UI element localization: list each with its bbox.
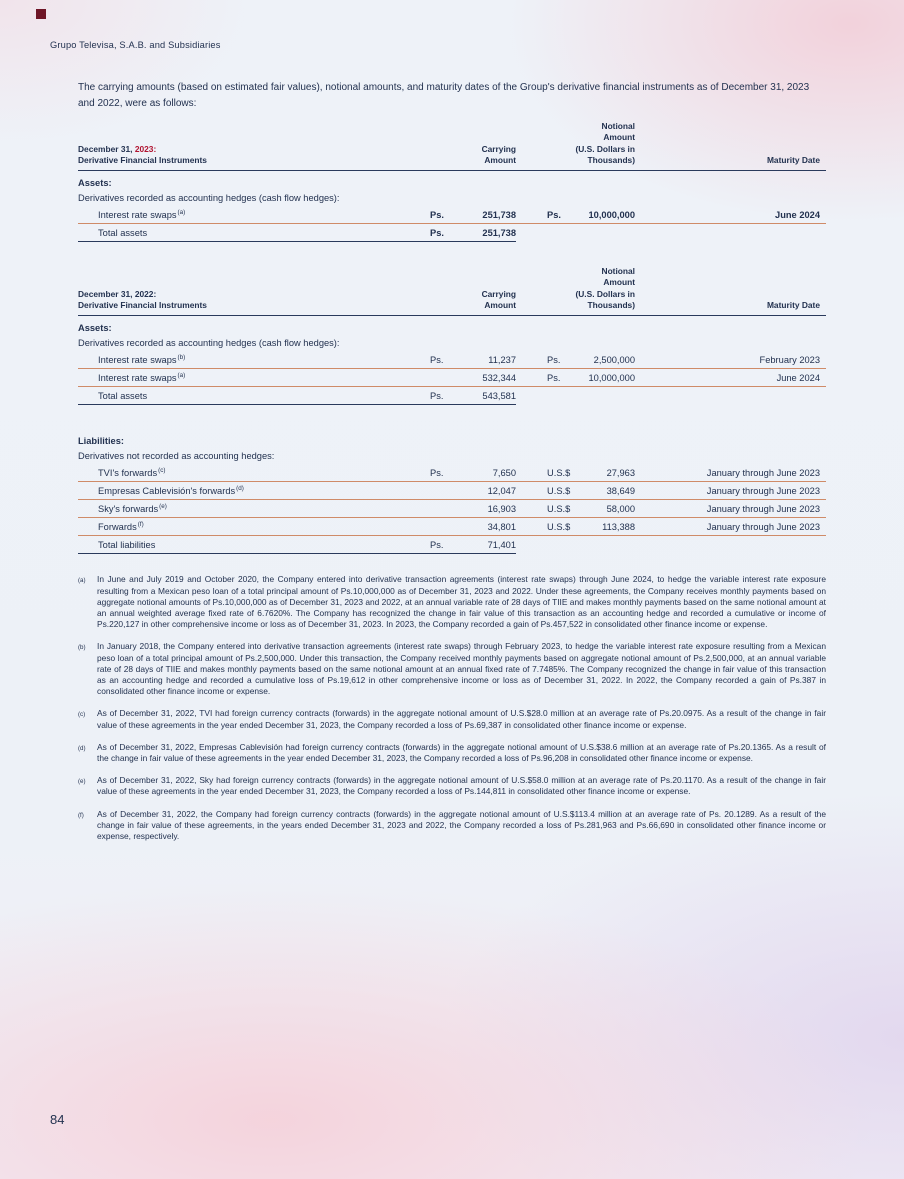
section-desc: Derivatives recorded as accounting hedges (cash flow hedges): bbox=[78, 193, 340, 204]
footnote-text: As of December 31, 2022, TVI had foreign currency contracts (forwards) in the aggregate notional amount of U.S.$28.0 million at an average rate of Ps.20.0975. As a result of the change in fair value of these agreements in the year ended December 31, 2023, the Company recorded a loss of Ps.69,387 in consolidated other finance income or expense. bbox=[97, 708, 826, 730]
carrying-currency bbox=[430, 500, 468, 518]
maturity-date-header: Maturity Date bbox=[635, 266, 826, 316]
notional-amount: 10,000,000 bbox=[575, 206, 635, 224]
spacer-cell bbox=[516, 387, 547, 405]
table-row bbox=[78, 464, 826, 482]
row-label: Sky's forwards$^{(e)}$ bbox=[78, 500, 430, 518]
carrying-amount: 7,650 bbox=[468, 464, 516, 482]
spacer-cell bbox=[516, 536, 547, 554]
footnote-a bbox=[78, 574, 826, 630]
carrying-currency bbox=[430, 369, 468, 387]
maturity-date: June 2024 bbox=[635, 369, 826, 387]
liabilities-desc-2022 bbox=[78, 449, 826, 464]
section-desc: Derivatives not recorded as accounting hedges: bbox=[78, 451, 275, 462]
page-number: 84 bbox=[50, 1112, 65, 1127]
total-label: Total assets bbox=[78, 224, 430, 242]
carrying-amount: 34,801 bbox=[468, 518, 516, 536]
carrying-amount: 532,344 bbox=[468, 369, 516, 387]
section-liabilities-2022 bbox=[78, 429, 826, 449]
table-header-row bbox=[78, 121, 826, 171]
carrying-currency: Ps. bbox=[430, 464, 468, 482]
table-date-prefix: December 31, bbox=[78, 143, 135, 154]
corner-mark bbox=[36, 9, 46, 19]
footnote-b bbox=[78, 641, 826, 697]
carrying-amount: 12,047 bbox=[468, 482, 516, 500]
row-label: TVI's forwards$^{(c)}$ bbox=[78, 464, 430, 482]
carrying-currency: Ps. bbox=[430, 206, 468, 224]
notional-amount: 38,649 bbox=[575, 482, 635, 500]
notional-currency: Ps. bbox=[547, 369, 575, 387]
section-assets-2022 bbox=[78, 316, 826, 337]
table-date-prefix: December 31, bbox=[78, 288, 135, 299]
row-label: Forwards$^{(f)}$ bbox=[78, 518, 430, 536]
total-currency: Ps. bbox=[430, 387, 468, 405]
spacer-cell bbox=[516, 482, 547, 500]
total-currency: Ps. bbox=[430, 536, 468, 554]
total-assets-row-2022 bbox=[78, 387, 826, 405]
footnote-ref: (a) bbox=[177, 372, 186, 380]
table-row bbox=[78, 351, 826, 369]
footnote-c bbox=[78, 708, 826, 730]
footnote-text: In June and July 2019 and October 2020, the Company entered into derivative transaction agreements (interest rate swaps) through June 2024, to hedge the variable interest rate exposure resulting from a Mexican peso loan of a total principal amount of Ps.10,000,000 as of December 31, 2023 and 2022. Under these agreements, the Company receives monthly payments based on aggregate notional amounts of Ps.10,000,000 as of December 31, 2023 and 2022, at an annual variable rate of 28 days of TIIE and makes monthly payments based on the same notional amount at an annual weighted average fixed rate of 6.7620%. The Company has recognized the change in fair value of this transaction as an accounting hedge and recorded a cumulative or income of Ps.220,127 in other comprehensive income or loss as of December 31, 2023. In 2023, the Company recorded a gain of Ps.457,522 in consolidated other finance income or expense. bbox=[97, 574, 826, 630]
notional-currency: U.S.$ bbox=[547, 518, 575, 536]
total-amount: 251,738 bbox=[468, 224, 516, 242]
notional-amount: 27,963 bbox=[575, 464, 635, 482]
carrying-amount: 251,738 bbox=[468, 206, 516, 224]
carrying-currency: Ps. bbox=[430, 351, 468, 369]
notional-amount: 10,000,000 bbox=[575, 369, 635, 387]
table-row bbox=[78, 482, 826, 500]
footnote-marker: (b) bbox=[78, 644, 86, 652]
table-subtitle: Derivative Financial Instruments bbox=[78, 154, 207, 165]
footnote-ref: (c) bbox=[158, 467, 166, 475]
maturity-date: January through June 2023 bbox=[635, 518, 826, 536]
notional-currency: Ps. bbox=[547, 206, 575, 224]
table-subtitle: Derivative Financial Instruments bbox=[78, 300, 207, 311]
notional-amount: 113,388 bbox=[575, 518, 635, 536]
carrying-amount: 11,237 bbox=[468, 351, 516, 369]
notional-amount-header: Notional Amount (U.S. Dollars in Thousands) bbox=[516, 121, 635, 171]
footnote-text: In January 2018, the Company entered into derivative transaction agreements (interest rate swaps) through February 2023, to hedge the variable interest rate exposure resulting from a Mexican peso loan of a total principal amount of Ps.2,500,000. Under this transaction, the Company received monthly payments based on aggregate notional amount of Ps.2,500,000, at an annual variable rate of 28 days of TIIE and makes monthly payments based on the same notional amount at an annual fixed rate of 7.7485%. The Company recognized the change in fair value of this transaction as an accounting hedge and recorded a cumulative loss of Ps.19,612 in other comprehensive income or loss as of December 31, 2022. In 2022, the Company recorded a gain of Ps.387 in consolidated other finance income or expense. bbox=[97, 641, 826, 697]
footnote-marker: (a) bbox=[78, 577, 86, 585]
maturity-date-header: Maturity Date bbox=[635, 121, 826, 171]
section-label: Liabilities: bbox=[78, 436, 124, 447]
footnote-f bbox=[78, 809, 826, 843]
total-assets-row-2023 bbox=[78, 224, 826, 242]
table-2022-title bbox=[78, 266, 430, 316]
table-year-2022: 2022: bbox=[134, 288, 157, 299]
row-label: Interest rate swaps$^{(a)}$ bbox=[78, 369, 430, 387]
footnote-marker: (c) bbox=[78, 711, 86, 719]
spacer-cell bbox=[516, 351, 547, 369]
maturity-date: January through June 2023 bbox=[635, 464, 826, 482]
total-amount: 543,581 bbox=[468, 387, 516, 405]
footnote-ref: (a) bbox=[177, 209, 186, 217]
spacer-cell bbox=[516, 224, 547, 242]
total-liabilities-row-2022 bbox=[78, 536, 826, 554]
derivatives-table-2023 bbox=[78, 121, 826, 242]
spacer-cell bbox=[516, 369, 547, 387]
carrying-currency bbox=[430, 518, 468, 536]
footnote-ref: (e) bbox=[159, 503, 167, 511]
notional-amount: 2,500,000 bbox=[575, 351, 635, 369]
section-gap bbox=[78, 405, 826, 430]
section-label: Assets: bbox=[78, 323, 112, 334]
footnote-text: As of December 31, 2022, Empresas Cablevisión had foreign currency contracts (forwards) in the aggregate notional amount of U.S.$38.6 million at an average rate of Ps.20.1365. As a result of the change in fair value of these agreements in the year ended December 31, 2023, the Company recorded a loss of Ps.96,208 in consolidated other finance income or expense. bbox=[97, 741, 826, 764]
table-row bbox=[78, 518, 826, 536]
notional-amount-header: Notional Amount (U.S. Dollars in Thousands) bbox=[516, 266, 635, 316]
row-label: Empresas Cablevisión's forwards$^{(d)}$ bbox=[78, 482, 430, 500]
carrying-amount: 16,903 bbox=[468, 500, 516, 518]
table-2023-title bbox=[78, 121, 430, 171]
spacer-cell bbox=[516, 206, 547, 224]
total-currency: Ps. bbox=[430, 224, 468, 242]
footnote-marker: (e) bbox=[78, 778, 86, 786]
notional-currency: U.S.$ bbox=[547, 464, 575, 482]
notional-currency: Ps. bbox=[547, 351, 575, 369]
carrying-amount-header: Carrying Amount bbox=[430, 121, 516, 171]
section-label: Assets: bbox=[78, 178, 112, 189]
spacer-cell bbox=[516, 518, 547, 536]
table-row bbox=[78, 500, 826, 518]
company-header: Grupo Televisa, S.A.B. and Subsidiaries bbox=[50, 40, 221, 50]
assets-desc-2022 bbox=[78, 336, 826, 351]
footnotes-section bbox=[78, 574, 826, 842]
spacer-cell bbox=[516, 500, 547, 518]
table-row bbox=[78, 206, 826, 224]
table-header-row bbox=[78, 266, 826, 316]
spacer-cell bbox=[516, 464, 547, 482]
footnote-text: As of December 31, 2022, Sky had foreign currency contracts (forwards) in the aggregate notional amount of U.S.$58.0 million at an average rate of Ps.20.1170. As a result of the change in fair value of these agreements in the year ended December 31, 2023, the Company recorded a loss of Ps.144,811 in consolidated other finance income or expense. bbox=[97, 775, 826, 797]
total-label: Total liabilities bbox=[78, 536, 430, 554]
footnote-marker: (f) bbox=[78, 811, 84, 819]
row-label: Interest rate swaps$^{(a)}$ bbox=[78, 206, 430, 224]
footnote-ref: (d) bbox=[236, 485, 244, 493]
footnote-marker: (d) bbox=[78, 744, 86, 752]
intro-paragraph: The carrying amounts (based on estimated fair values), notional amounts, and maturity dates of the Group's derivative financial instruments as of December 31, 2023 and 2022, were as follows: bbox=[78, 82, 810, 109]
table-row bbox=[78, 369, 826, 387]
section-assets-2023 bbox=[78, 171, 826, 192]
footnote-ref: (f) bbox=[137, 521, 144, 529]
footnote-e bbox=[78, 775, 826, 797]
carrying-amount-header: Carrying Amount bbox=[430, 266, 516, 316]
table-year-2023: 2023: bbox=[134, 143, 157, 154]
assets-desc-2023 bbox=[78, 191, 826, 206]
footnote-d bbox=[78, 742, 826, 764]
total-label: Total assets bbox=[78, 387, 430, 405]
total-amount: 71,401 bbox=[468, 536, 516, 554]
notional-currency: U.S.$ bbox=[547, 500, 575, 518]
footnote-ref: (b) bbox=[177, 354, 186, 362]
derivatives-table-2022 bbox=[78, 266, 826, 554]
notional-currency: U.S.$ bbox=[547, 482, 575, 500]
footnote-text: As of December 31, 2022, the Company had foreign currency contracts (forwards) in the aggregate notional amount of U.S.$113.4 million at an average rate of Ps. 20.1289. As a result of the change in fair value of these agreements, in the years ended December 31, 2023 and 2022, the Company recorded a loss of Ps.281,963 and Ps.66,690 in consolidated other finance income or expense, respectively. bbox=[97, 808, 826, 842]
carrying-currency bbox=[430, 482, 468, 500]
maturity-date: January through June 2023 bbox=[635, 482, 826, 500]
maturity-date: February 2023 bbox=[635, 351, 826, 369]
maturity-date: January through June 2023 bbox=[635, 500, 826, 518]
row-label: Interest rate swaps$^{(b)}$ bbox=[78, 351, 430, 369]
maturity-date: June 2024 bbox=[635, 206, 826, 224]
notional-amount: 58,000 bbox=[575, 500, 635, 518]
section-desc: Derivatives recorded as accounting hedges (cash flow hedges): bbox=[78, 338, 340, 349]
